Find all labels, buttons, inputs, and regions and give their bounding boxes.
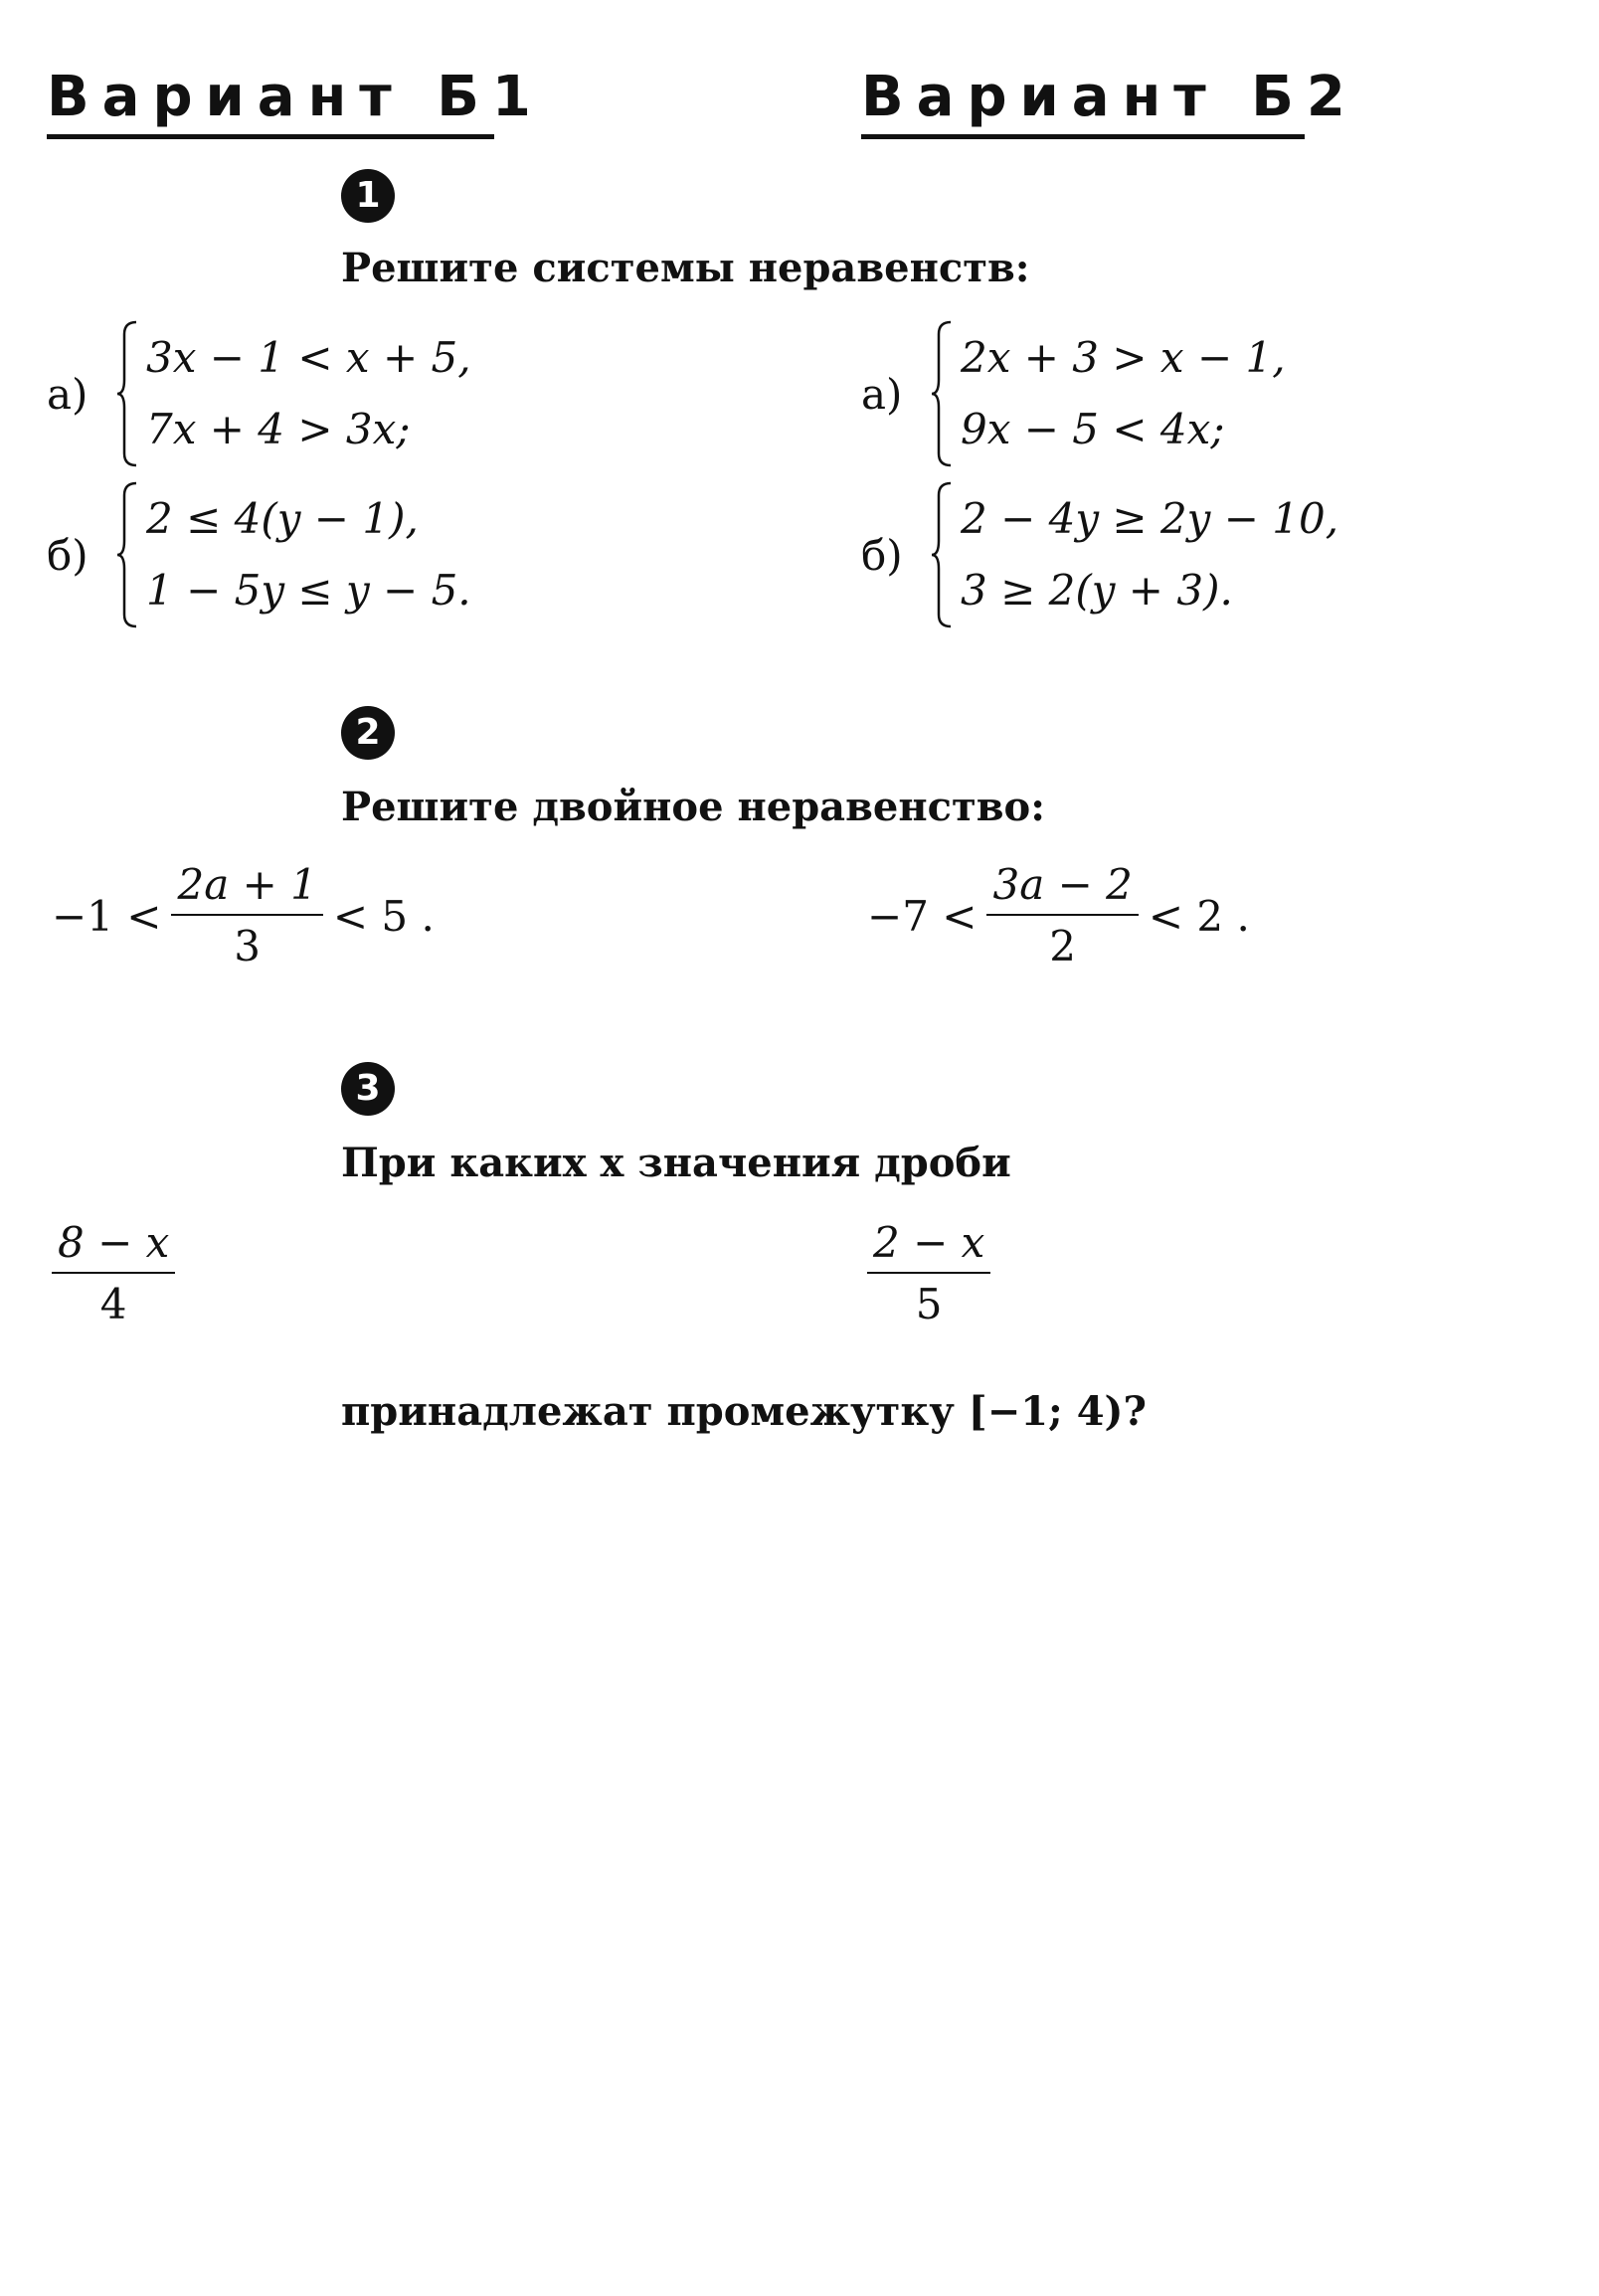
fraction-numerator: 2 − x: [867, 1218, 990, 1274]
task-1-number-badge: 1: [341, 169, 395, 223]
brace-icon: [931, 320, 953, 467]
system-label: б): [861, 530, 903, 580]
inequality-line: 2 ≤ 4(y − 1),: [146, 494, 419, 543]
task-3-number-badge: 3: [341, 1062, 395, 1116]
system-b2-b: [861, 481, 1338, 628]
system-label: а): [47, 369, 89, 419]
fraction-denominator: 2: [1049, 922, 1077, 971]
inequality-line: 7x + 4 > 3x;: [146, 405, 411, 453]
task-3-question-end: принадлежат промежутку [−1; 4)?: [341, 1388, 1147, 1435]
inequality-line: 3 ≥ 2(y + 3).: [961, 566, 1233, 615]
system-b1-b: [47, 481, 471, 628]
inequality-left: −1 <: [52, 891, 162, 941]
task-3-title: При каких x значения дроби: [341, 1140, 1011, 1186]
variant-b1-heading: Вариант Б1: [47, 64, 494, 139]
brace-icon: [931, 481, 953, 628]
inequality-line: 2 − 4y ≥ 2y − 10,: [961, 494, 1339, 543]
fraction: [867, 1218, 990, 1329]
variant-b2-heading: Вариант Б2: [861, 64, 1305, 139]
task-2-number-badge: 2: [341, 706, 395, 760]
system-b2-a: [861, 320, 1286, 467]
double-inequality-b2: [867, 860, 1250, 971]
inequality-line: 9x − 5 < 4x;: [961, 405, 1225, 453]
inequality-right: < 2 .: [1148, 891, 1250, 941]
fraction-denominator: 5: [915, 1280, 943, 1328]
double-inequality-b1: [52, 860, 435, 971]
task-2-title: Решите двойное неравенство:: [341, 784, 1045, 830]
fraction-b1: [52, 1218, 185, 1329]
fraction-b2: [867, 1218, 1000, 1329]
fraction-denominator: 4: [99, 1280, 127, 1328]
inequality-line: 2x + 3 > x − 1,: [961, 333, 1286, 382]
fraction-numerator: 3a − 2: [986, 860, 1138, 916]
inequality-right: < 5 .: [332, 891, 435, 941]
fraction-numerator: 8 − x: [52, 1218, 175, 1274]
brace-icon: [116, 320, 138, 467]
system-label: б): [47, 530, 89, 580]
inequality-left: −7 <: [867, 891, 977, 941]
fraction: [986, 860, 1138, 971]
fraction-numerator: 2a + 1: [171, 860, 322, 916]
brace-icon: [116, 481, 138, 628]
fraction: [52, 1218, 175, 1329]
inequality-line: 1 − 5y ≤ y − 5.: [146, 566, 471, 615]
system-label: а): [861, 369, 903, 419]
inequality-line: 3x − 1 < x + 5,: [146, 333, 471, 382]
fraction-denominator: 3: [234, 922, 262, 971]
fraction: [171, 860, 322, 971]
task-1-title: Решите системы неравенств:: [341, 245, 1030, 291]
system-b1-a: [47, 320, 471, 467]
